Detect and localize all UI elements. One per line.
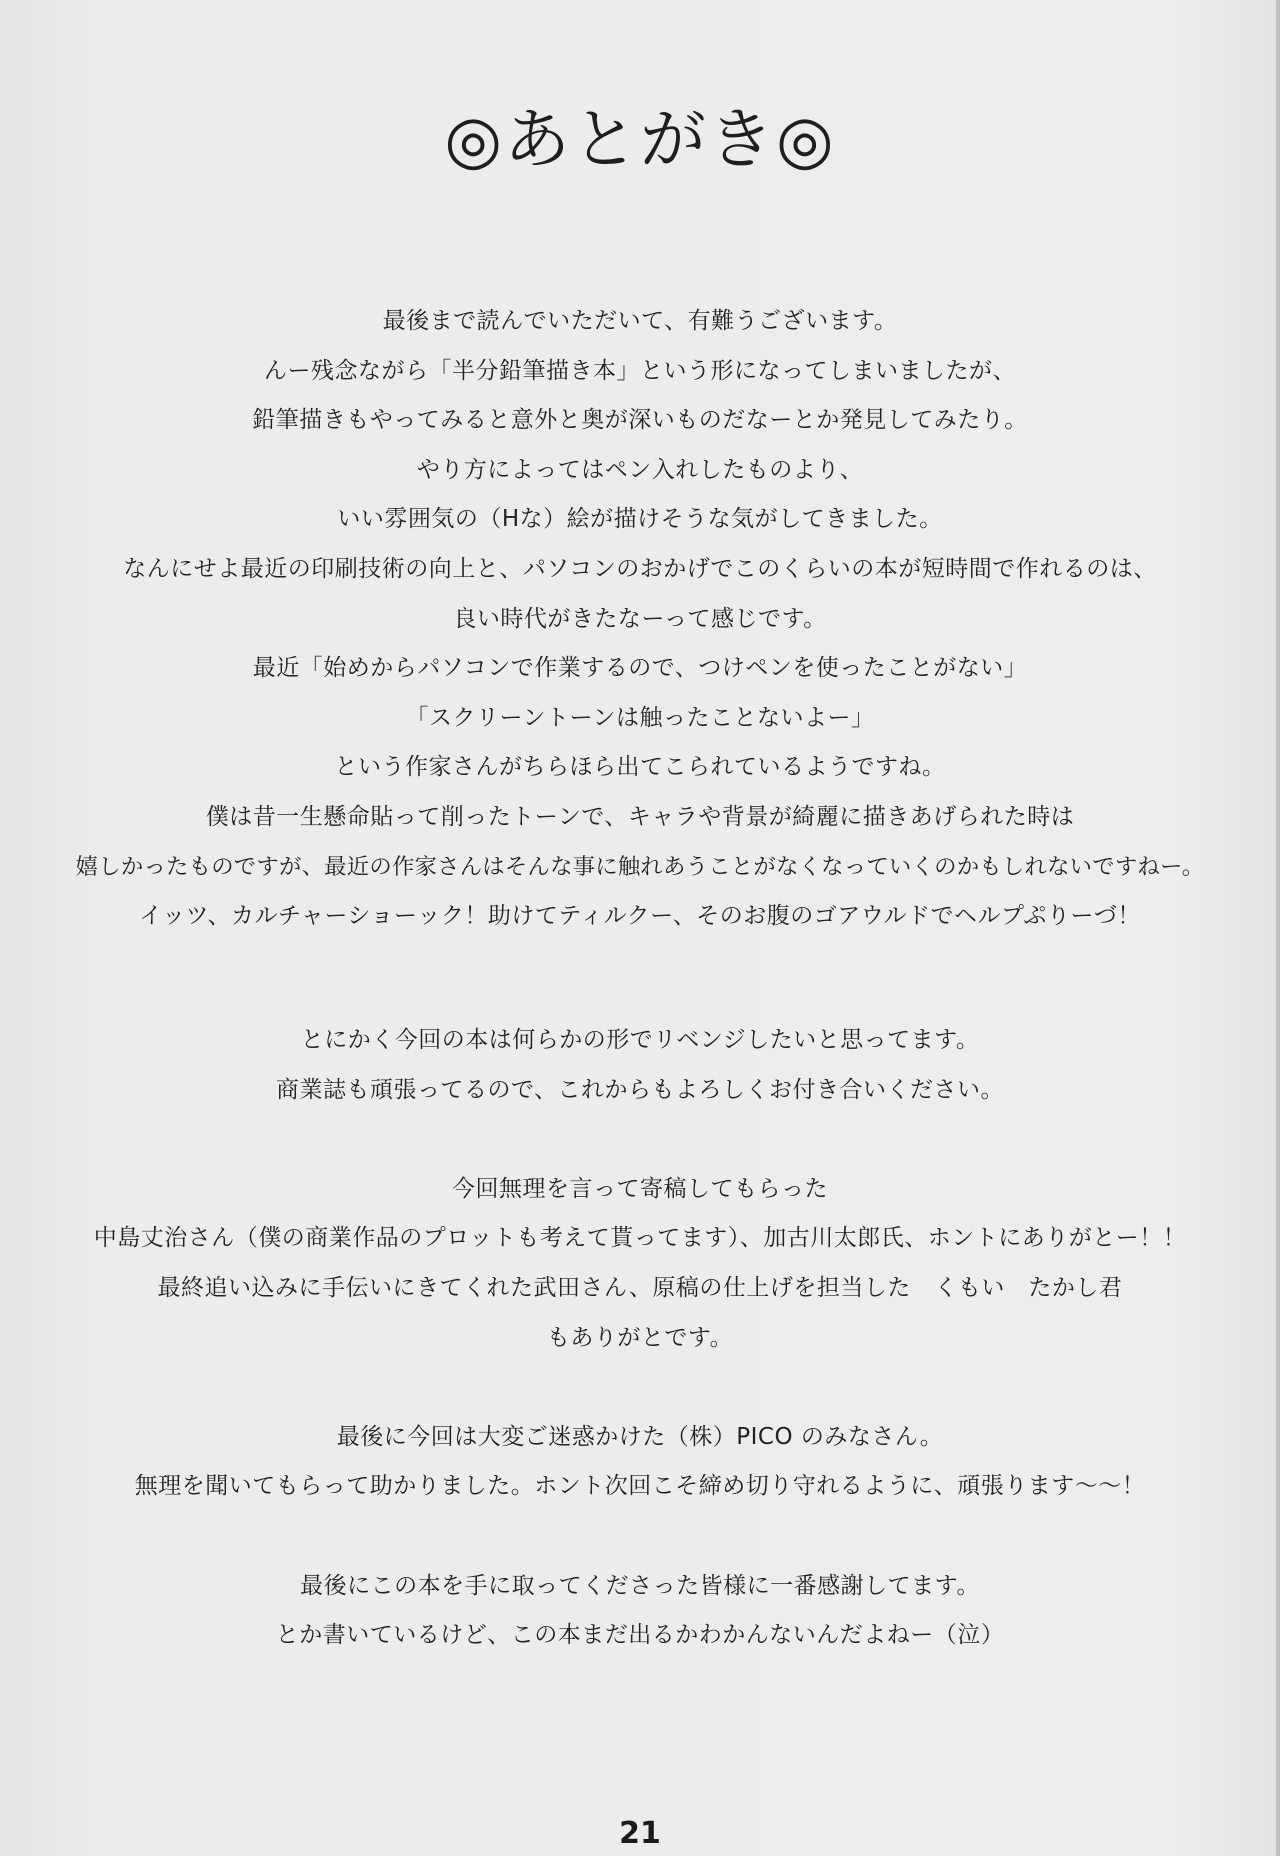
- text-line: 嬉しかったものですが、最近の作家さんはそんな事に触れあうことがなくなっていくのかもしれないですねー。: [75, 853, 1205, 880]
- text-line: 最後に今回は大変ご迷惑かけた（株）PICO のみなさん。: [336, 1423, 944, 1450]
- afterword-body: [0, 297, 1280, 1661]
- page-number: 21: [619, 1816, 661, 1851]
- text-line: とにかく今回の本は何らかの形でリベンジしたいと思ってます。: [300, 1027, 980, 1054]
- text-line: 最近「始めからパソコンで作業するので、つけペンを使ったことがない」: [252, 655, 1028, 682]
- text-line: 無理を聞いてもらって助かりました。ホント次回こそ締め切り守れるように、頑張ります〜〜！: [134, 1473, 1146, 1500]
- paragraph-5: [0, 1562, 1280, 1661]
- paragraph-2: [0, 1016, 1280, 1115]
- paragraph-4: [0, 1413, 1280, 1512]
- text-line: 最終追い込みに手伝いにきてくれた武田さん、原稿の仕上げを担当した くもい たかし君: [157, 1275, 1123, 1302]
- paragraph-gap: [0, 1115, 1280, 1165]
- text-line: 中島丈治さん（僕の商業作品のプロットも考えて貰ってます）、加古川太郎氏、ホントにありがとー！！: [93, 1225, 1187, 1252]
- text-line: 僕は昔一生懸命貼って削ったトーンで、キャラや背景が綺麗に描きあげられた時は: [205, 803, 1075, 830]
- text-line: 商業誌も頑張ってるので、これからもよろしくお付き合いください。: [275, 1076, 1005, 1103]
- text-line: もありがとです。: [546, 1324, 734, 1351]
- paragraph-1: [0, 297, 1280, 942]
- text-line: 今回無理を言って寄稿してもらった: [452, 1175, 828, 1202]
- paragraph-3: [0, 1165, 1280, 1363]
- text-line: イッツ、カルチャーショーック！助けてティルクー、そのお腹のゴアウルドでヘルプぷりーづ！: [139, 903, 1141, 930]
- text-line: やり方によってはペン入れしたものより、: [416, 456, 864, 483]
- text-line: 鉛筆描きもやってみると意外と奥が深いものだなーとか発見してみたり。: [252, 407, 1028, 434]
- paragraph-gap: [0, 942, 1280, 992]
- text-line: 良い時代がきたなーって感じです。: [453, 605, 827, 632]
- paragraph-gap: [0, 1363, 1280, 1413]
- page-title: ◎あとがき◎: [444, 101, 836, 178]
- text-line: いい雰囲気の（Hな）絵が描けそうな気がしてきました。: [337, 506, 943, 533]
- text-line: 最後にこの本を手に取ってくださった皆様に一番感謝してます。: [300, 1572, 980, 1599]
- text-line: とか書いているけど、この本まだ出るかわかんないんだよねー（泣）: [275, 1622, 1005, 1649]
- paragraph-gap: [0, 1512, 1280, 1562]
- text-line: 最後まで読んでいただいて、有難うございます。: [382, 308, 898, 334]
- text-line: なんにせよ最近の印刷技術の向上と、パソコンのおかげでこのくらいの本が短時間で作れるのは、: [123, 555, 1157, 582]
- text-line: という作家さんがちらほら出てこられているようですね。: [334, 754, 946, 781]
- text-line: んー残念ながら「半分鉛筆描き本」という形になってしまいましたが、: [264, 357, 1016, 384]
- text-line: 「スクリーントーンは触ったことないよー」: [405, 704, 875, 731]
- paragraph-gap: [0, 991, 1280, 1016]
